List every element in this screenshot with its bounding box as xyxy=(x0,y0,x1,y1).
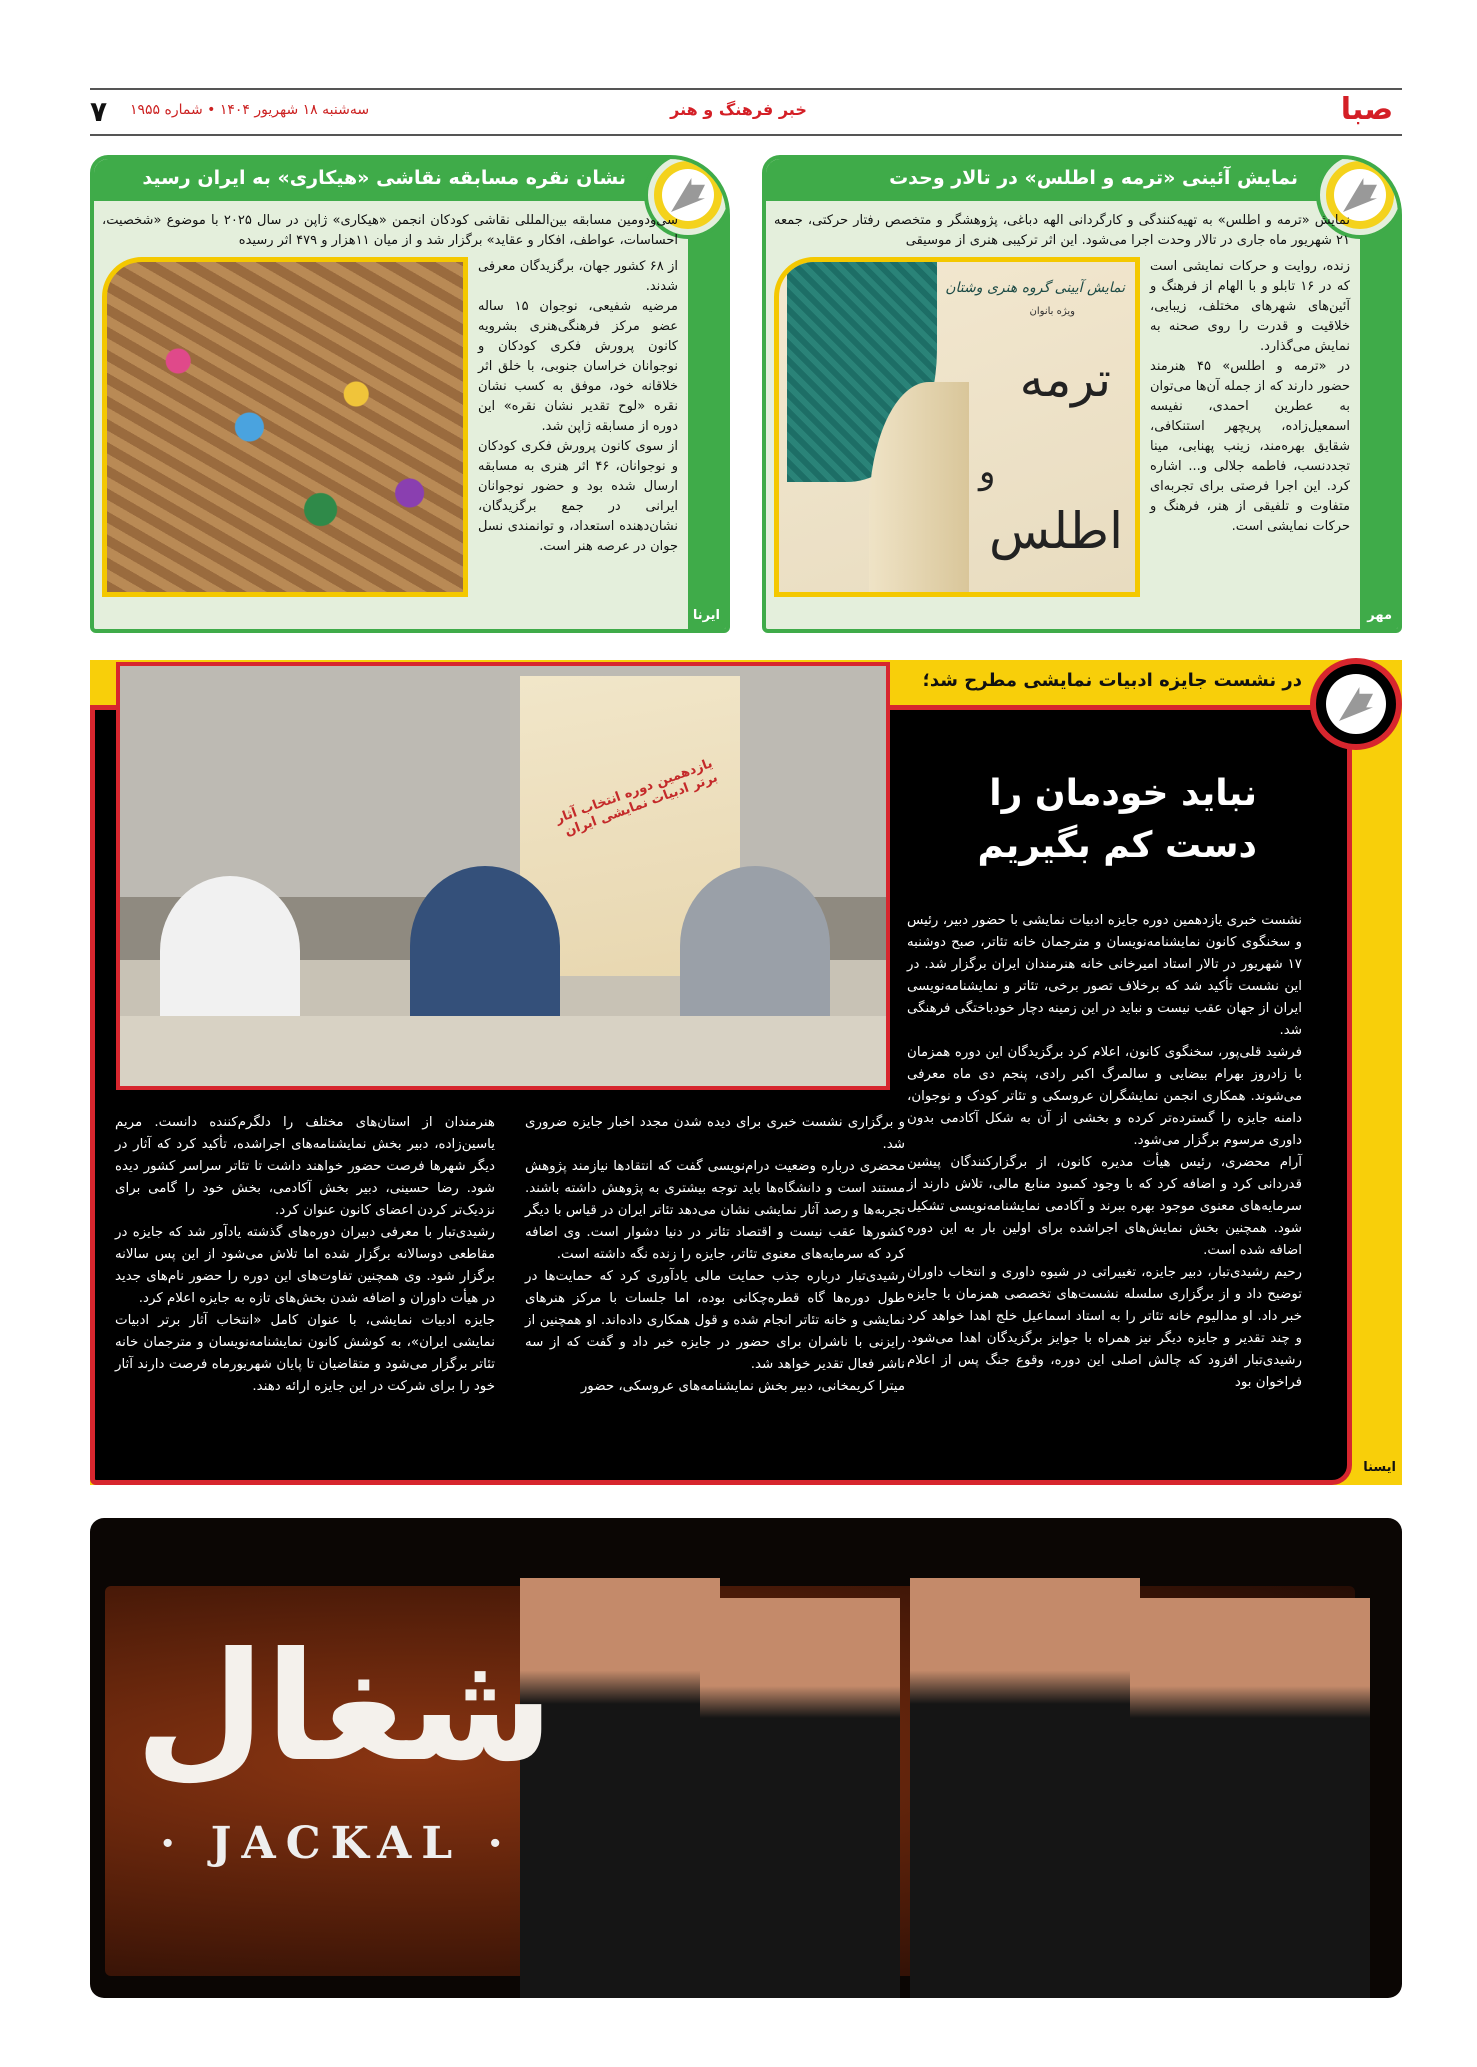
ad-title-persian: شغال xyxy=(135,1621,554,1795)
article-lead: سی‌ودومین مسابقه بین‌المللی نقاشی کودکان انجمن «هیکاری» ژاپن در سال ۲۰۲۵ با موضوع «شخصیت، احساسات، عواطف، افکار و عقاید» برگزار شد و از میان ۱۱هزار و ۴۷۹ اثر رسیده xyxy=(102,213,679,248)
page-number: ۷ xyxy=(90,95,108,128)
article-content xyxy=(102,211,678,623)
source-label: ایسنا xyxy=(1363,1460,1396,1475)
article-hikari xyxy=(90,155,730,633)
paragraph: آرام محضری، رئیس هیأت مدیره کانون، از برگزارکنندگان پیشین قدردانی کرد و اضافه کرد که با وجود کمبود منابع مالی، تلاش دارند از سرمایه‌های معنوی موجود بهره ببرند و آکادمی نمایشنامه‌نویسی تشکیل شود. همچنین بخش نمایش‌های اجراشده برای اولین بار به این دوره اضافه شده است. xyxy=(907,1155,1302,1258)
paragraph: هنرمندان از استان‌های مختلف را دلگرم‌کننده دانست. مریم یاسین‌زاده، دبیر بخش نمایشنامه‌های اجراشده، تأکید کرد که آثار در دیگر شهرها فرصت حضور خواهند داشت تا تئاتر سراسر کشور دیده شود. رضا حسینی، دبیر بخش آکادمی، بخش خود را گامی برای نزدیک‌تر کردن اعضای کانون عنوان کرد. xyxy=(115,1115,495,1218)
paragraph: نشست خبری یازدهمین دوره جایزه ادبیات نمایشی با حضور دبیر، رئیس و سخنگوی کانون نمایشنامه‌نویسان و مترجمان خانه تئاتر، صبح دوشنبه ۱۷ شهریور در تالار استاد امیرخانی خانه هنرمندان ایران برگزار شد. در این نشست تأکید شد که برخلاف تصور برخی، تئاتر و نمایشنامه‌نویسی ایران از جهان عقب نیست و نباید در این زمینه دچار خودباختگی فرهنگی شد. xyxy=(907,913,1302,1038)
article-title: نشان نقره مسابقه نقاشی «هیکاری» به ایران رسید xyxy=(142,167,626,189)
main-article xyxy=(90,660,1402,1485)
paragraph: رشیدی‌تبار با معرفی دبیران دوره‌های گذشته یادآور شد که جایزه در مقاطعی دوسالانه برگزار شده اما تلاش می‌شود از این پس سالانه برگزار شود. وی همچنین تفاوت‌های این دوره را حضور نام‌های جدید در هیأت داوران و اضافه شدن بخش‌های تازه به جایزه اعلام کرد. xyxy=(115,1225,495,1306)
headline-line: دست کم بگیریم xyxy=(977,825,1257,866)
press-conference-photo xyxy=(116,662,890,1090)
article-header xyxy=(766,159,1398,201)
article-title: نمایش آئینی «ترمه و اطلس» در تالار وحدت xyxy=(889,167,1298,189)
paragraph: در «ترمه و اطلس» ۴۵ هنرمند حضور دارند که از جمله آن‌ها می‌توان به عطرین احمدی، نفیسه اسمعیل‌زاده، پریچهر استنکافی، شقایق بهره‌مند، زینب پهنابی، مینا تجددنسب، فاطمه جلالی و... اشاره کرد. این اجرا فرصتی برای تجربه‌ای متفاوت و تلفیقی از هنر، فرهنگ و حرکات نمایشی است. xyxy=(1150,359,1351,534)
arrow-icon xyxy=(1343,178,1377,212)
source-strip xyxy=(1360,201,1398,629)
article-termeh-atlas xyxy=(762,155,1402,633)
speaker xyxy=(680,866,830,1026)
article-row xyxy=(102,257,678,623)
paragraph: رحیم رشیدی‌تبار، دبیر جایزه، تغییراتی در شیوه داوری و انتخاب داوران توضیح داد و از برگزاری سلسله نشست‌های تخصصی همزمان با جایزه خبر داد. او مدالیوم خانه تئاتر را به استاد اسماعیل خلج اهدا خواهد کرد و چند تقدیر و جایزه دیگر نیز همراه با جوایز برگزیدگان اهدا می‌شود. رشیدی‌تبار افزود که چالش اصلی این دوره، وقوع جنگ پس از اعلام فراخوان بود xyxy=(907,1265,1302,1390)
children-painting-image xyxy=(102,257,468,597)
article-headline xyxy=(957,768,1257,872)
actor xyxy=(700,1598,900,1998)
poster-caption: نمایش آیینی گروه هنری وشتان xyxy=(945,280,1125,296)
poster-subcaption: ویژه بانوان xyxy=(1029,306,1075,317)
poster-word: اطلس xyxy=(989,502,1123,560)
article-body xyxy=(1150,257,1350,623)
header-top-rule xyxy=(90,88,1402,90)
dateline: سه‌شنبه ۱۸ شهریور ۱۴۰۴ • شماره ۱۹۵۵ xyxy=(130,102,370,118)
paragraph: از ۶۸ کشور جهان، برگزیدگان معرفی شدند. xyxy=(478,259,678,294)
section-title: خبر فرهنگ و هنر xyxy=(670,100,807,119)
source-strip xyxy=(688,201,726,629)
speaker xyxy=(410,866,560,1026)
paragraph: میترا کریمخانی، دبیر بخش نمایشنامه‌های عروسکی، حضور xyxy=(580,1379,905,1394)
header-bottom-rule xyxy=(90,134,1402,136)
paragraph: جایزه ادبیات نمایشی، با عنوان کامل «انتخاب آثار برتر ادبیات نمایشی ایران»، به کوشش کانون نمایشنامه‌نویسان و مترجمان خانه تئاتر برگزار می‌شود و متقاضیان تا پایان شهریورماه فرصت دارند آثار خود را برای شرکت در این جایزه ارائه دهند. xyxy=(115,1313,495,1394)
article-lead: نمایش «ترمه و اطلس» به تهیه‌کنندگی و کارگردانی الهه دباغی، پژوهشگر و متخصص رفتار حرکتی، جمعه ۲۱ شهریور ماه جاری در تالار وحدت اجرا می‌شود. این اثر ترکیبی هنری از موسیقی xyxy=(774,213,1350,248)
paragraph: فرشید قلی‌پور، سخنگوی کانون، اعلام کرد برگزیدگان این دوره همزمان با زادروز بهرام بیضایی و سالمرگ اکبر رادی، پنجم دی ماه معرفی می‌شوند. همکاری انجمن نمایشگران عروسکی و تئاتر کودک و نوجوان، دامنه جایزه را گسترده‌تر کرده و بخشی از آن به شکل آکادمی بدون داوری مرسوم برگزار می‌شود. xyxy=(907,1045,1302,1148)
article-kicker: در نشست جایزه ادبیات نمایشی مطرح شد؛ xyxy=(922,670,1302,691)
arrow-icon xyxy=(671,178,705,212)
text-column-3 xyxy=(115,1112,495,1398)
poster-word: و xyxy=(979,452,996,492)
conference-table xyxy=(120,1016,886,1086)
ad-title-english: · JACKAL · xyxy=(160,1818,513,1869)
actor xyxy=(910,1578,1140,1998)
paragraph: و برگزاری نشست خبری برای دیده شدن مجدد اخبار جایزه ضروری شد. xyxy=(525,1115,905,1152)
source-label: مهر xyxy=(1367,608,1392,623)
article-badge xyxy=(1310,658,1402,750)
headline-line: نباید خودمان را xyxy=(989,773,1257,814)
article-body xyxy=(478,257,678,623)
article-header xyxy=(94,159,726,201)
speaker xyxy=(160,876,300,1026)
lower-columns xyxy=(115,1112,905,1398)
poster-text: یازدهمین دوره انتخاب آثار برتر ادبیات نمایشی ایران xyxy=(553,756,720,840)
paragraph: رشیدی‌تبار درباره جذب حمایت مالی یادآوری کرد که حمایت‌ها در طول دوره‌ها گاه قطره‌چکانی بوده، اما جلسات با مرکز هنرهای نمایشی و خانه تئاتر انجام شده و قول همکاری داده‌اند. او همچنین از رایزنی با ناشران برای حضور در جایزه خبر داد و گفت که از سه ناشر فعال تقدیر خواهد شد. xyxy=(525,1269,905,1372)
article-row xyxy=(774,257,1350,623)
paragraph: زنده، روایت و حرکات نمایشی است که در ۱۶ تابلو و با الهام از فرهنگ و آئین‌های شهرهای مختلف، زیبایی، خلاقیت و قدرت را روی صحنه به نمایش می‌گذارد. xyxy=(1150,259,1350,354)
play-poster-image xyxy=(774,257,1140,597)
article-content xyxy=(774,211,1350,623)
paragraph: از سوی کانون پرورش فکری کودکان و نوجوانان، ۴۶ اثر هنری به مسابقه ارسال شده بود و حضور نوجوانان ایرانی در جمع برگزیدگان، نشان‌دهنده استعداد، و توانمندی نسل جوان در عرصه هنر است. xyxy=(478,439,678,554)
paragraph: مرضیه شفیعی، نوجوان ۱۵ ساله عضو مرکز فرهنگی‌هنری بشرویه کانون پرورش فکری کودکان و نوجوانان خراسان جنوبی، با خلق اثر خلاقانه خود، موفق به کسب نشان نقره «لوح تقدیر نشان نقره» این دوره از مسابقه ژاپن شد. xyxy=(478,299,678,434)
text-column-1 xyxy=(907,910,1302,1394)
arrow-icon xyxy=(1339,687,1373,721)
paragraph: محضری درباره وضعیت درام‌نویسی گفت که انتقادها نیازمند پژوهش مستند است و دانشگاه‌ها باید توجه بیشتری به پژوهش داشته باشند. تجربه‌ها و رصد آثار نمایشی نشان می‌دهد تئاتر ایران در قیاس با دیگر کشورها عقب نیست و اقتصاد تئاتر در دنیا دشوار است. وی اضافه کرد که سرمایه‌های معنوی تئاتر، جایزه را زنده نگه داشته است. xyxy=(525,1159,905,1262)
poster-word: ترمه xyxy=(1019,352,1111,408)
actor xyxy=(1130,1598,1370,1998)
series-advertisement[interactable] xyxy=(90,1518,1402,1998)
text-column-2 xyxy=(525,1112,905,1398)
newspaper-logo: صبا xyxy=(1340,92,1394,127)
source-label: ایرنا xyxy=(692,608,720,623)
